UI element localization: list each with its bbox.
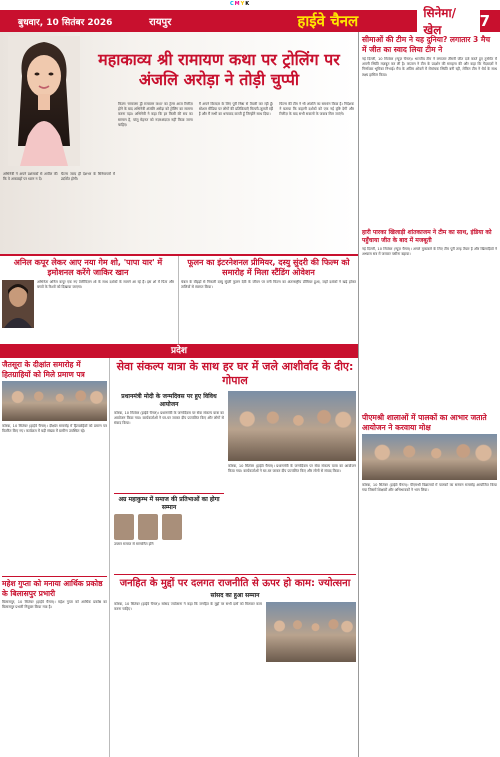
convocation-photo — [2, 381, 107, 421]
issue-date: बुधवार, 10 सितंबर 2026 — [18, 17, 113, 28]
edition-city: रायपुर — [149, 17, 172, 28]
mahesh-gupta-body: बिलासपुर, 10 सितंबर (हाईवे चैनल)। महेश गुप्ता को आर्थिक प्रकोष्ठ का बिलासपुर प्रभारी नियुक्त किया गया है। — [2, 600, 107, 610]
hero-article — [0, 32, 356, 254]
seva-sankalp-headline: सेवा संकल्प यात्रा के साथ हर घर में जले आशीर्वाद के दीए: गोपाल — [116, 360, 354, 387]
hero-lower-columns — [0, 172, 118, 254]
anil-kapoor-article — [0, 256, 176, 346]
entertainment-row — [0, 254, 358, 344]
main-news-column — [112, 358, 358, 757]
publication-name: हाईवे चैनल — [297, 12, 359, 30]
section-band-pradesh: प्रदेश — [0, 344, 358, 358]
portrait-thumbnails — [114, 514, 224, 540]
anil-kapoor-photo — [2, 280, 34, 328]
pmshri-column — [358, 410, 500, 757]
pmshri-body: कोरबा, 10 सितंबर (हाईवे चैनल)। पीएमश्री विद्यालयों में पालकों का सम्मान समारोह आयोजित किया गया जिसमें शिक्षकों और अभिभावकों ने भाग लिया। — [362, 483, 497, 493]
page-number: 7 — [479, 12, 491, 30]
hero-lower-col-1: अभिनेत्री ने अपने प्रशंसकों से अपील की कि वे अफवाहों पर ध्यान न दें। — [3, 172, 58, 182]
jyotsana-body: कोरबा, 10 सितंबर (हाईवे चैनल)। सांसद ज्योत्सना ने कहा कि जनहित के मुद्दों पर सभी दलों को मिलकर काम करना चाहिए। — [114, 602, 262, 612]
convocation-body: कोरबा, 10 सितंबर (हाईवे चैनल)। दीक्षांत समारोह में हितग्राहियों को प्रमाण पत्र वितरित किए गए। कार्यक्रम में बड़ी संख्या में ग्रामीण उपस्थित रहे। — [2, 424, 107, 434]
jyotsana-headline: जनहित के मुद्दों पर दलगत राजनीति से ऊपर हो काम: ज्योत्सना — [119, 578, 351, 589]
sports-body-2: नई दिल्ली, 10 सितंबर (न्यूज़ चैनल)। अगले मुकाबले के लिए टीम पूरी तरह तैयार है और खिलाड़ियों ने अभ्यास सत्र में जमकर पसीना बहाया। — [362, 247, 497, 257]
phoolan-body: चंबल के बीहड़ों से निकली दस्यु सुंदरी फूलन देवी के जीवन पर बनी फिल्म का अंतरराष्ट्रीय प्रीमियर हुआ, जहाँ दर्शकों ने खड़े होकर तालियों से स्वागत किया। — [181, 280, 356, 290]
section-label: सिनेमा/खेल — [417, 4, 479, 38]
hero-body-col-3: फिल्म की टीम ने भी अंजलि का समर्थन किया है। निर्देशक ने बताया कि कहानी दर्शकों को एक नई दृष्टि देगी और रिलीज़ के बाद सभी सवालों के जवाब मिल जाएंगे। — [279, 102, 355, 117]
sports-headline: सीमाओं की टीम ने यह दुनिया? लगातार 3 मैच में जीत का स्वाद लिया टीम ने — [362, 35, 491, 54]
seva-sankalp-photo — [228, 391, 356, 461]
pmshri-headline: पीएमश्री शालाओं में पालकों का आभार जताते आयोजन ने करवाया मोक्ष — [362, 413, 487, 432]
seva-sankalp-body-2: कोरबा, 10 सितंबर (हाईवे चैनल)। प्रधानमंत्री के जन्मदिवस पर सेवा संकल्प यात्रा का आयोजन किया गया। कार्यकर्ताओं ने घर-घर जाकर दीप प्रज्वलित किए और लोगों से संवाद किया। — [228, 464, 356, 474]
color-registration-mark: CMYK — [230, 1, 251, 7]
actress-photo — [8, 36, 80, 166]
masthead-bar — [0, 6, 500, 37]
hero-body-columns — [118, 102, 354, 252]
pm-birthday-subhead: प्रधानमंत्री मोदी के जन्मदिवस पर हुए विविध आयोजन — [121, 393, 217, 408]
hero-body-col-1: फिल्म 'रामायण द्वी रामायण कथा' का ट्रेलर आज रिलीज़ होने के बाद अभिनेत्री अंजलि अरोड़ा को ट्रोलिंग का सामना करना पड़ा। अभिनेत्री ने कहा कि हर किसी की राय का सम्मान है, परंतु मेहनत को नज़रअंदाज़ नहीं किया जाना चाहिए। — [118, 102, 193, 127]
section-band-right — [358, 344, 500, 358]
convocation-headline: जैतसूरा के दीक्षांत समारोह में हितग्राहियों को मिले प्रमाण पत्र — [2, 360, 85, 379]
sports-body: नई दिल्ली, 10 सितंबर (न्यूज़ चैनल)। भारतीय टीम ने लगातार तीसरी जीत दर्ज करते हुए टूर्नामेंट में अपनी स्थिति मज़बूत कर ली है। कप्तान ने टीम के प्रदर्शन की सराहना की और कहा कि गेंदबाज़ों ने निर्णायक भूमिका निभाई। मैच के अंतिम ओवरों में रोमांचक स्थिति बनी रही, लेकिन टीम ने धैर्य के साथ लक्ष्य हासिल किया। — [362, 57, 497, 77]
agra-mahakumbh-subhead: अग्र महाकुम्भ में समाज की प्रतिभाओं का होगा सम्मान — [118, 496, 220, 511]
anil-kapoor-body: अभिनेता अनिल कपूर एक नए टेलीविज़न शो के साथ दर्शकों के सामने आ रहे हैं। इस शो में पिता और बच्चों के रिश्तों को दिखाया जाएगा। — [37, 280, 174, 290]
left-news-column — [0, 358, 110, 757]
jyotsana-photo — [266, 602, 356, 662]
hero-headline: महाकाव्य श्री रामायण कथा पर ट्रोलिंग पर अंजलि अरोड़ा ने तोड़ी चुप्पी — [98, 50, 340, 89]
phoolan-headline: फूलन का इंटरनेशनल प्रीमियर, दस्यु सुंदरी की फिल्म को समारोह में मिला स्टैंडिंग ओवेशन — [187, 258, 350, 277]
pmshri-photo — [362, 434, 497, 480]
hero-lower-col-2: फिल्म जल्द ही देशभर के सिनेमाघरों में प्रदर्शित होगी। — [60, 172, 115, 182]
agra-mahakumbh-body: उपसर समाज से सम्मानित होंगे — [114, 542, 154, 546]
hero-body-col-2: मैं अपने किरदार के लिए पूरी निष्ठा से तैयारी कर रही हूँ। सोशल मीडिया पर लोगों की प्रतिक्रियाएँ मिलती-जुलती रही हैं और मैं सभी का धन्यवाद करती हूँ जिन्होंने साथ दिया। — [198, 102, 274, 117]
mahesh-gupta-headline: महेश गुप्ता को मनाया आर्थिक प्रकोष्ठ के बिलासपुर प्रभारी — [2, 579, 103, 598]
phoolan-article — [178, 256, 358, 346]
sports-subheadline: हारी पारका खिलाड़ी शांतकाजम ने टीम का साथ, इंडिया को पहुँचाया जीत के बाद में मजबूती — [362, 229, 492, 244]
anil-kapoor-headline: अनिल कपूर लेकर आए नया गेम शो, 'पापा यार' में इमोशनल करेंगे जाकिर खान — [13, 258, 163, 277]
seva-sankalp-body: कोरबा, 10 सितंबर (हाईवे चैनल)। प्रधानमंत्री के जन्मदिवस पर सेवा संकल्प यात्रा का आयोजन किया गया। कार्यकर्ताओं ने घर-घर जाकर दीप प्रज्वलित किए और लोगों से संवाद किया। — [114, 411, 224, 426]
mp-honour-subhead: सांसद का हुआ सम्मान — [210, 592, 260, 599]
